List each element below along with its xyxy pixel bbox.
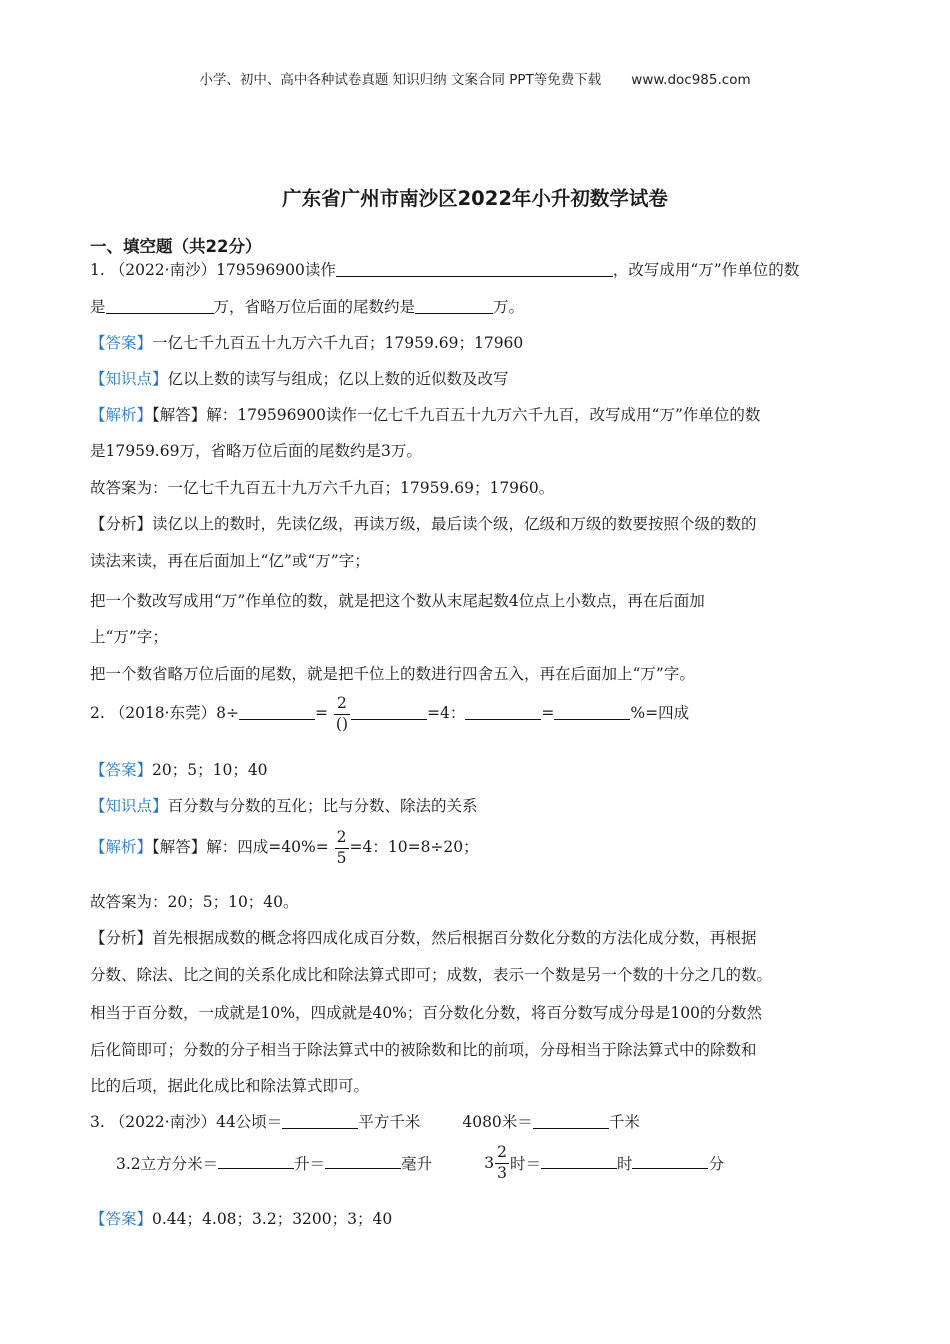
q3-line-1: 3. （2022·南沙）44公顷＝ 平方千米 4080米＝ 千米 [90, 1113, 640, 1131]
q2-analysis-5: 比的后项，据此化成比和除法算式即可。 [90, 1077, 370, 1095]
answer-tag: 【答案】 [90, 1210, 153, 1228]
fraction: $\frac{2}{()}$ [335, 694, 348, 733]
answer-blank[interactable] [351, 704, 427, 721]
answer-blank[interactable] [218, 1153, 294, 1170]
q1-analysis-3: 把一个数改写成用“万”作单位的数，就是把这个数从末尾起数4位点上小数点，再在后面加 [90, 592, 705, 610]
answer-blank[interactable] [239, 704, 315, 721]
knowledge-tag: 【知识点】 [90, 370, 168, 388]
q2-knowledge: 【知识点】百分数与分数的互化；比与分数、除法的关系 [90, 797, 478, 815]
q1-analysis-2: 读法来读，再在后面加上“亿”或“万”字； [90, 552, 370, 570]
q1-solution-1: 【解析】【解答】解：179596900读作一亿七千九百五十九万六千九百，改写成用“万”作单位的数 [90, 406, 761, 424]
answer-blank[interactable] [554, 704, 630, 721]
q2-answer: 【答案】20；5；10；40 [90, 761, 268, 779]
q1-knowledge: 【知识点】亿以上数的读写与组成；亿以上数的近似数及改写 [90, 370, 509, 388]
analyze-tag: 【分析】 [90, 515, 153, 533]
q1-analysis-4: 上“万”字； [90, 628, 168, 646]
q1-analysis-5: 把一个数省略万位后面的尾数，就是把千位上的数进行四舍五入，再在后面加上“万”字。 [90, 665, 695, 683]
fraction: $\frac{2}{3}$ [497, 1143, 507, 1182]
q1-solution-2: 是17959.69万，省略万位后面的尾数约是3万。 [90, 442, 422, 460]
q1-solution-3: 故答案为：一亿七千九百五十九万六千九百；17959.69；17960。 [90, 479, 555, 497]
answer-blank[interactable] [541, 1153, 617, 1170]
q2-line: 2. （2018·东莞）8÷ = $\frac{2}{()}$ =4： = %=四成 [90, 694, 690, 733]
answer-blank[interactable] [336, 261, 613, 278]
q3-line-2: 3.2立方分米＝ 升＝ 毫升 3 $\frac{2}{3}$ 时＝ 时 分 [116, 1143, 724, 1182]
q2-analysis-4: 后化简即可；分数的分子相当于除法算式中的被除数和比的前项，分母相当于除法算式中的除数和 [90, 1041, 757, 1059]
fraction: $\frac{2}{5}$ [336, 828, 347, 867]
analysis-tag: 【解析】 [90, 838, 153, 856]
header-site-link[interactable]: www.doc985.com [631, 72, 751, 88]
answer-blank[interactable] [632, 1153, 708, 1170]
section-heading: 一、填空题（共22分） [90, 237, 262, 256]
q1-answer: 【答案】一亿七千九百五十九万六千九百；17959.69；17960 [90, 334, 524, 352]
q1-analysis-1: 【分析】读亿以上的数时，先读亿级，再读万级，最后读个级，亿级和万级的数要按照个级的数的 [90, 515, 757, 533]
q2-analysis-2: 分数、除法、比之间的关系化成比和除法算式即可；成数，表示一个数是另一个数的十分之几的数。 [90, 966, 773, 984]
answer-blank[interactable] [465, 704, 541, 721]
analyze-tag: 【分析】 [90, 929, 153, 947]
answer-blank[interactable] [533, 1113, 609, 1130]
header-text: 小学、初中、高中各种试卷真题 知识归纳 文案合同 PPT等免费下载 [199, 72, 602, 88]
analysis-tag: 【解析】 [90, 406, 153, 424]
q1-line-2: 是 万，省略万位后面的尾数约是 万。 [90, 298, 525, 316]
knowledge-tag: 【知识点】 [90, 797, 168, 815]
exam-title: 广东省广州市南沙区2022年小升初数学试卷 [282, 187, 668, 210]
q1-line-1: 1. （2022·南沙）179596900读作 ，改写成用“万”作单位的数 [90, 261, 800, 279]
answer-tag: 【答案】 [90, 761, 153, 779]
page-header [0, 68, 950, 88]
answer-blank[interactable] [325, 1153, 401, 1170]
q2-analysis-3: 相当于百分数，一成就是10%，四成就是40%；百分数化分数，将百分数写成分母是100的分数然 [90, 1004, 762, 1022]
answer-blank[interactable] [282, 1113, 358, 1130]
q2-solution-2: 故答案为：20；5；10；40。 [90, 893, 299, 911]
answer-tag: 【答案】 [90, 334, 153, 352]
answer-blank[interactable] [415, 298, 493, 315]
q2-analysis-1: 【分析】首先根据成数的概念将四成化成百分数，然后根据百分数化分数的方法化成分数，再根据 [90, 929, 757, 947]
answer-blank[interactable] [106, 298, 214, 315]
q3-answer: 【答案】0.44；4.08；3.2；3200；3；40 [90, 1210, 393, 1228]
q2-solution-1: 【解析】【解答】解：四成=40%= $\frac{2}{5}$ =4：10=8÷20； [90, 828, 479, 867]
